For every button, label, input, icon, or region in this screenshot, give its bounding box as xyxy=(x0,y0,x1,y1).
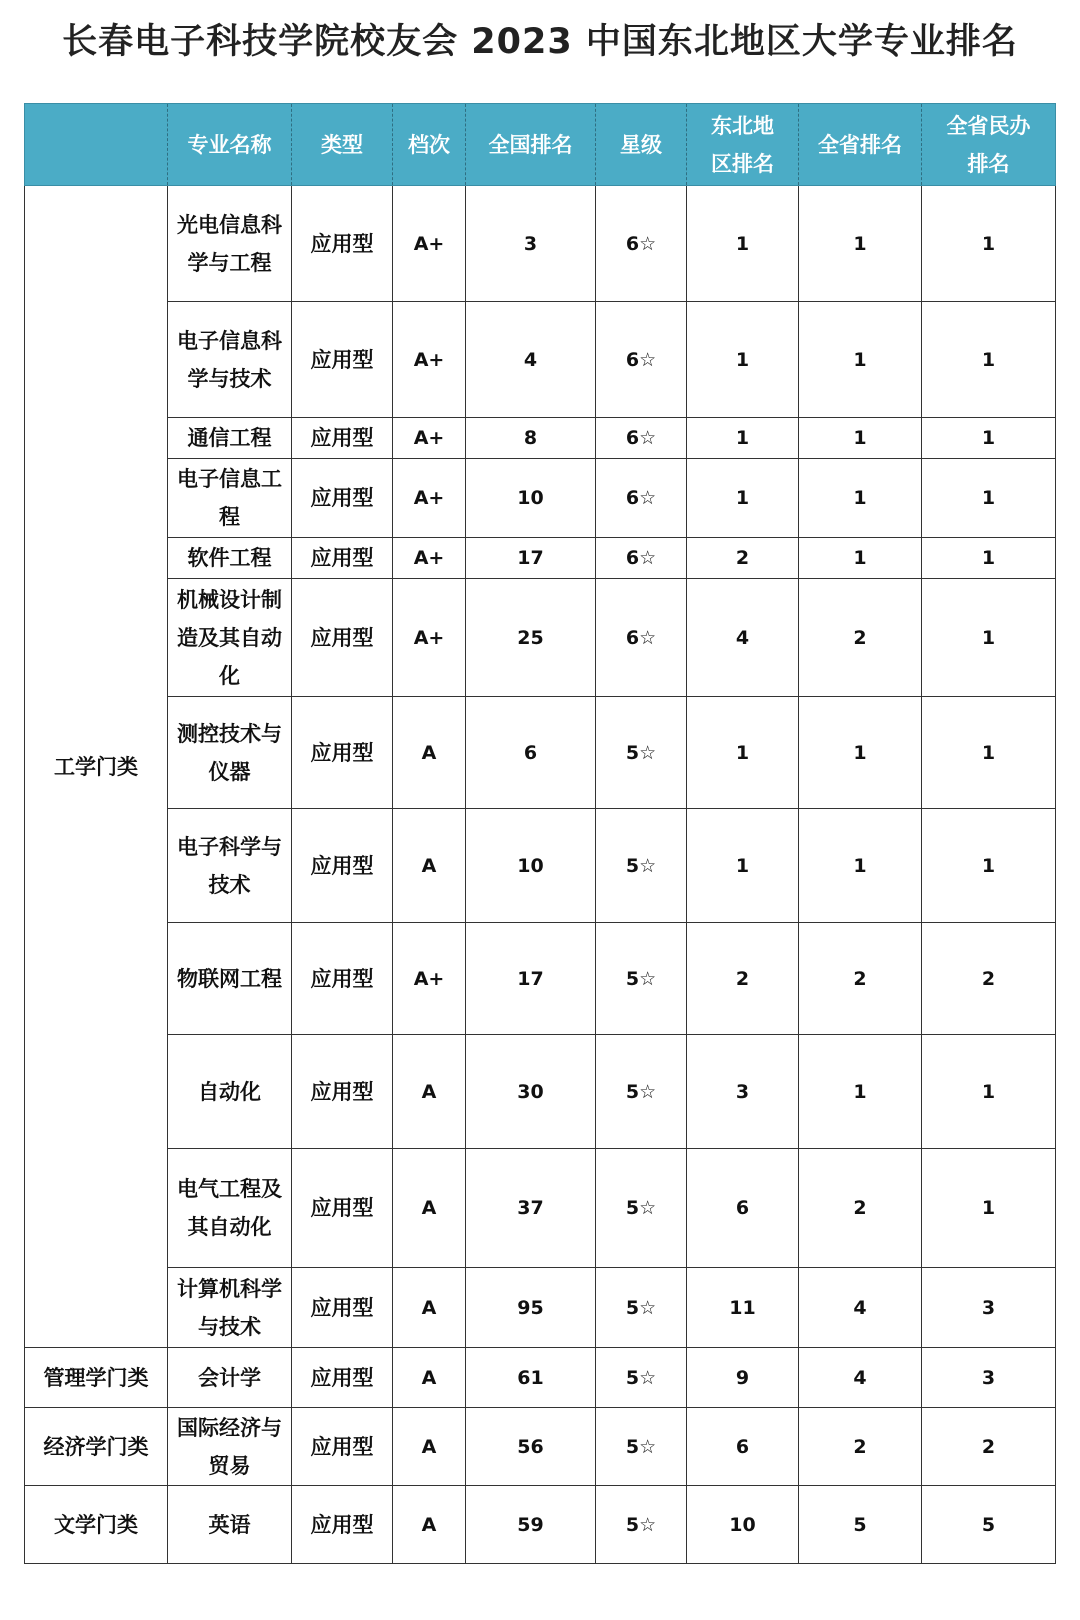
northeast-rank-cell: 1 xyxy=(687,697,799,809)
page-title: 长春电子科技学院校友会 2023 中国东北地区大学专业排名 xyxy=(62,22,1018,62)
level-cell: A xyxy=(393,1035,466,1149)
national-rank-cell: 10 xyxy=(466,459,596,538)
table-row xyxy=(25,186,1056,302)
category-cell: 经济学门类 xyxy=(25,1408,168,1486)
province-rank-cell: 4 xyxy=(799,1268,922,1348)
header-province-rank: 全省排名 xyxy=(799,104,922,186)
national-rank-cell: 95 xyxy=(466,1268,596,1348)
header-type: 类型 xyxy=(292,104,393,186)
table-row xyxy=(25,1486,1056,1564)
national-rank-cell: 59 xyxy=(466,1486,596,1564)
major-cell: 物联网工程 xyxy=(168,923,292,1035)
level-cell: A xyxy=(393,1268,466,1348)
province-rank-cell: 2 xyxy=(799,579,922,697)
province-rank-cell: 1 xyxy=(799,538,922,579)
level-cell: A+ xyxy=(393,538,466,579)
category-cell: 工学门类 xyxy=(25,186,168,1348)
northeast-rank-cell: 6 xyxy=(687,1149,799,1268)
level-cell: A xyxy=(393,697,466,809)
national-rank-cell: 6 xyxy=(466,697,596,809)
national-rank-cell: 4 xyxy=(466,302,596,418)
private-rank-cell: 1 xyxy=(922,1035,1056,1149)
province-rank-cell: 1 xyxy=(799,418,922,459)
stars-cell: 5☆ xyxy=(596,697,687,809)
major-cell: 电子信息工程 xyxy=(168,459,292,538)
stars-cell: 6☆ xyxy=(596,538,687,579)
table-row xyxy=(25,418,1056,459)
province-rank-cell: 2 xyxy=(799,1149,922,1268)
level-cell: A+ xyxy=(393,459,466,538)
header-northeast-rank: 东北地区排名 xyxy=(687,104,799,186)
major-cell: 测控技术与仪器 xyxy=(168,697,292,809)
level-cell: A+ xyxy=(393,923,466,1035)
private-rank-cell: 3 xyxy=(922,1268,1056,1348)
northeast-rank-cell: 2 xyxy=(687,923,799,1035)
type-cell: 应用型 xyxy=(292,923,393,1035)
stars-cell: 6☆ xyxy=(596,302,687,418)
province-rank-cell: 1 xyxy=(799,459,922,538)
province-rank-cell: 4 xyxy=(799,1348,922,1408)
table-row xyxy=(25,1268,1056,1348)
table-row xyxy=(25,697,1056,809)
type-cell: 应用型 xyxy=(292,1486,393,1564)
province-rank-cell: 1 xyxy=(799,302,922,418)
private-rank-cell: 2 xyxy=(922,1408,1056,1486)
private-rank-cell: 2 xyxy=(922,923,1056,1035)
major-cell: 电气工程及其自动化 xyxy=(168,1149,292,1268)
stars-cell: 5☆ xyxy=(596,1348,687,1408)
level-cell: A xyxy=(393,1149,466,1268)
table-row xyxy=(25,538,1056,579)
category-cell: 文学门类 xyxy=(25,1486,168,1564)
level-cell: A xyxy=(393,1408,466,1486)
type-cell: 应用型 xyxy=(292,809,393,923)
level-cell: A+ xyxy=(393,186,466,302)
province-rank-cell: 2 xyxy=(799,923,922,1035)
major-cell: 英语 xyxy=(168,1486,292,1564)
stars-cell: 5☆ xyxy=(596,1149,687,1268)
province-rank-cell: 5 xyxy=(799,1486,922,1564)
private-rank-cell: 1 xyxy=(922,459,1056,538)
private-rank-cell: 3 xyxy=(922,1348,1056,1408)
private-rank-cell: 5 xyxy=(922,1486,1056,1564)
header-private-rank: 全省民办排名 xyxy=(922,104,1056,186)
type-cell: 应用型 xyxy=(292,1035,393,1149)
private-rank-cell: 1 xyxy=(922,302,1056,418)
table-row xyxy=(25,1149,1056,1268)
header-level: 档次 xyxy=(393,104,466,186)
type-cell: 应用型 xyxy=(292,302,393,418)
table-row xyxy=(25,579,1056,697)
province-rank-cell: 1 xyxy=(799,1035,922,1149)
type-cell: 应用型 xyxy=(292,418,393,459)
national-rank-cell: 56 xyxy=(466,1408,596,1486)
national-rank-cell: 10 xyxy=(466,809,596,923)
ranking-table xyxy=(24,103,1056,1564)
stars-cell: 5☆ xyxy=(596,809,687,923)
type-cell: 应用型 xyxy=(292,538,393,579)
national-rank-cell: 61 xyxy=(466,1348,596,1408)
stars-cell: 5☆ xyxy=(596,1035,687,1149)
national-rank-cell: 25 xyxy=(466,579,596,697)
northeast-rank-cell: 9 xyxy=(687,1348,799,1408)
northeast-rank-cell: 3 xyxy=(687,1035,799,1149)
level-cell: A+ xyxy=(393,579,466,697)
header-major: 专业名称 xyxy=(168,104,292,186)
table-row xyxy=(25,1408,1056,1486)
northeast-rank-cell: 2 xyxy=(687,538,799,579)
level-cell: A+ xyxy=(393,302,466,418)
table-row xyxy=(25,302,1056,418)
level-cell: A+ xyxy=(393,418,466,459)
major-cell: 通信工程 xyxy=(168,418,292,459)
stars-cell: 6☆ xyxy=(596,186,687,302)
private-rank-cell: 1 xyxy=(922,418,1056,459)
level-cell: A xyxy=(393,1486,466,1564)
province-rank-cell: 2 xyxy=(799,1408,922,1486)
table-row xyxy=(25,1035,1056,1149)
stars-cell: 6☆ xyxy=(596,418,687,459)
table-row xyxy=(25,809,1056,923)
major-cell: 电子信息科学与技术 xyxy=(168,302,292,418)
level-cell: A xyxy=(393,809,466,923)
northeast-rank-cell: 1 xyxy=(687,186,799,302)
major-cell: 计算机科学与技术 xyxy=(168,1268,292,1348)
stars-cell: 5☆ xyxy=(596,1268,687,1348)
type-cell: 应用型 xyxy=(292,697,393,809)
type-cell: 应用型 xyxy=(292,1268,393,1348)
table-row xyxy=(25,1348,1056,1408)
northeast-rank-cell: 1 xyxy=(687,302,799,418)
major-cell: 国际经济与贸易 xyxy=(168,1408,292,1486)
northeast-rank-cell: 1 xyxy=(687,418,799,459)
major-cell: 光电信息科学与工程 xyxy=(168,186,292,302)
stars-cell: 5☆ xyxy=(596,1486,687,1564)
northeast-rank-cell: 11 xyxy=(687,1268,799,1348)
private-rank-cell: 1 xyxy=(922,538,1056,579)
type-cell: 应用型 xyxy=(292,1408,393,1486)
header-row xyxy=(25,104,1056,186)
private-rank-cell: 1 xyxy=(922,809,1056,923)
northeast-rank-cell: 4 xyxy=(687,579,799,697)
major-cell: 软件工程 xyxy=(168,538,292,579)
private-rank-cell: 1 xyxy=(922,186,1056,302)
table-row xyxy=(25,459,1056,538)
national-rank-cell: 17 xyxy=(466,538,596,579)
province-rank-cell: 1 xyxy=(799,809,922,923)
private-rank-cell: 1 xyxy=(922,1149,1056,1268)
header-stars: 星级 xyxy=(596,104,687,186)
major-cell: 电子科学与技术 xyxy=(168,809,292,923)
stars-cell: 6☆ xyxy=(596,579,687,697)
type-cell: 应用型 xyxy=(292,1149,393,1268)
northeast-rank-cell: 6 xyxy=(687,1408,799,1486)
header-category xyxy=(25,104,168,186)
header-national-rank: 全国排名 xyxy=(466,104,596,186)
major-cell: 机械设计制造及其自动化 xyxy=(168,579,292,697)
table-row xyxy=(25,923,1056,1035)
national-rank-cell: 17 xyxy=(466,923,596,1035)
national-rank-cell: 37 xyxy=(466,1149,596,1268)
national-rank-cell: 3 xyxy=(466,186,596,302)
stars-cell: 6☆ xyxy=(596,459,687,538)
stars-cell: 5☆ xyxy=(596,1408,687,1486)
national-rank-cell: 30 xyxy=(466,1035,596,1149)
private-rank-cell: 1 xyxy=(922,579,1056,697)
northeast-rank-cell: 1 xyxy=(687,809,799,923)
level-cell: A xyxy=(393,1348,466,1408)
type-cell: 应用型 xyxy=(292,459,393,538)
province-rank-cell: 1 xyxy=(799,186,922,302)
major-cell: 自动化 xyxy=(168,1035,292,1149)
major-cell: 会计学 xyxy=(168,1348,292,1408)
category-cell: 管理学门类 xyxy=(25,1348,168,1408)
type-cell: 应用型 xyxy=(292,186,393,302)
northeast-rank-cell: 10 xyxy=(687,1486,799,1564)
province-rank-cell: 1 xyxy=(799,697,922,809)
stars-cell: 5☆ xyxy=(596,923,687,1035)
type-cell: 应用型 xyxy=(292,579,393,697)
northeast-rank-cell: 1 xyxy=(687,459,799,538)
private-rank-cell: 1 xyxy=(922,697,1056,809)
type-cell: 应用型 xyxy=(292,1348,393,1408)
national-rank-cell: 8 xyxy=(466,418,596,459)
